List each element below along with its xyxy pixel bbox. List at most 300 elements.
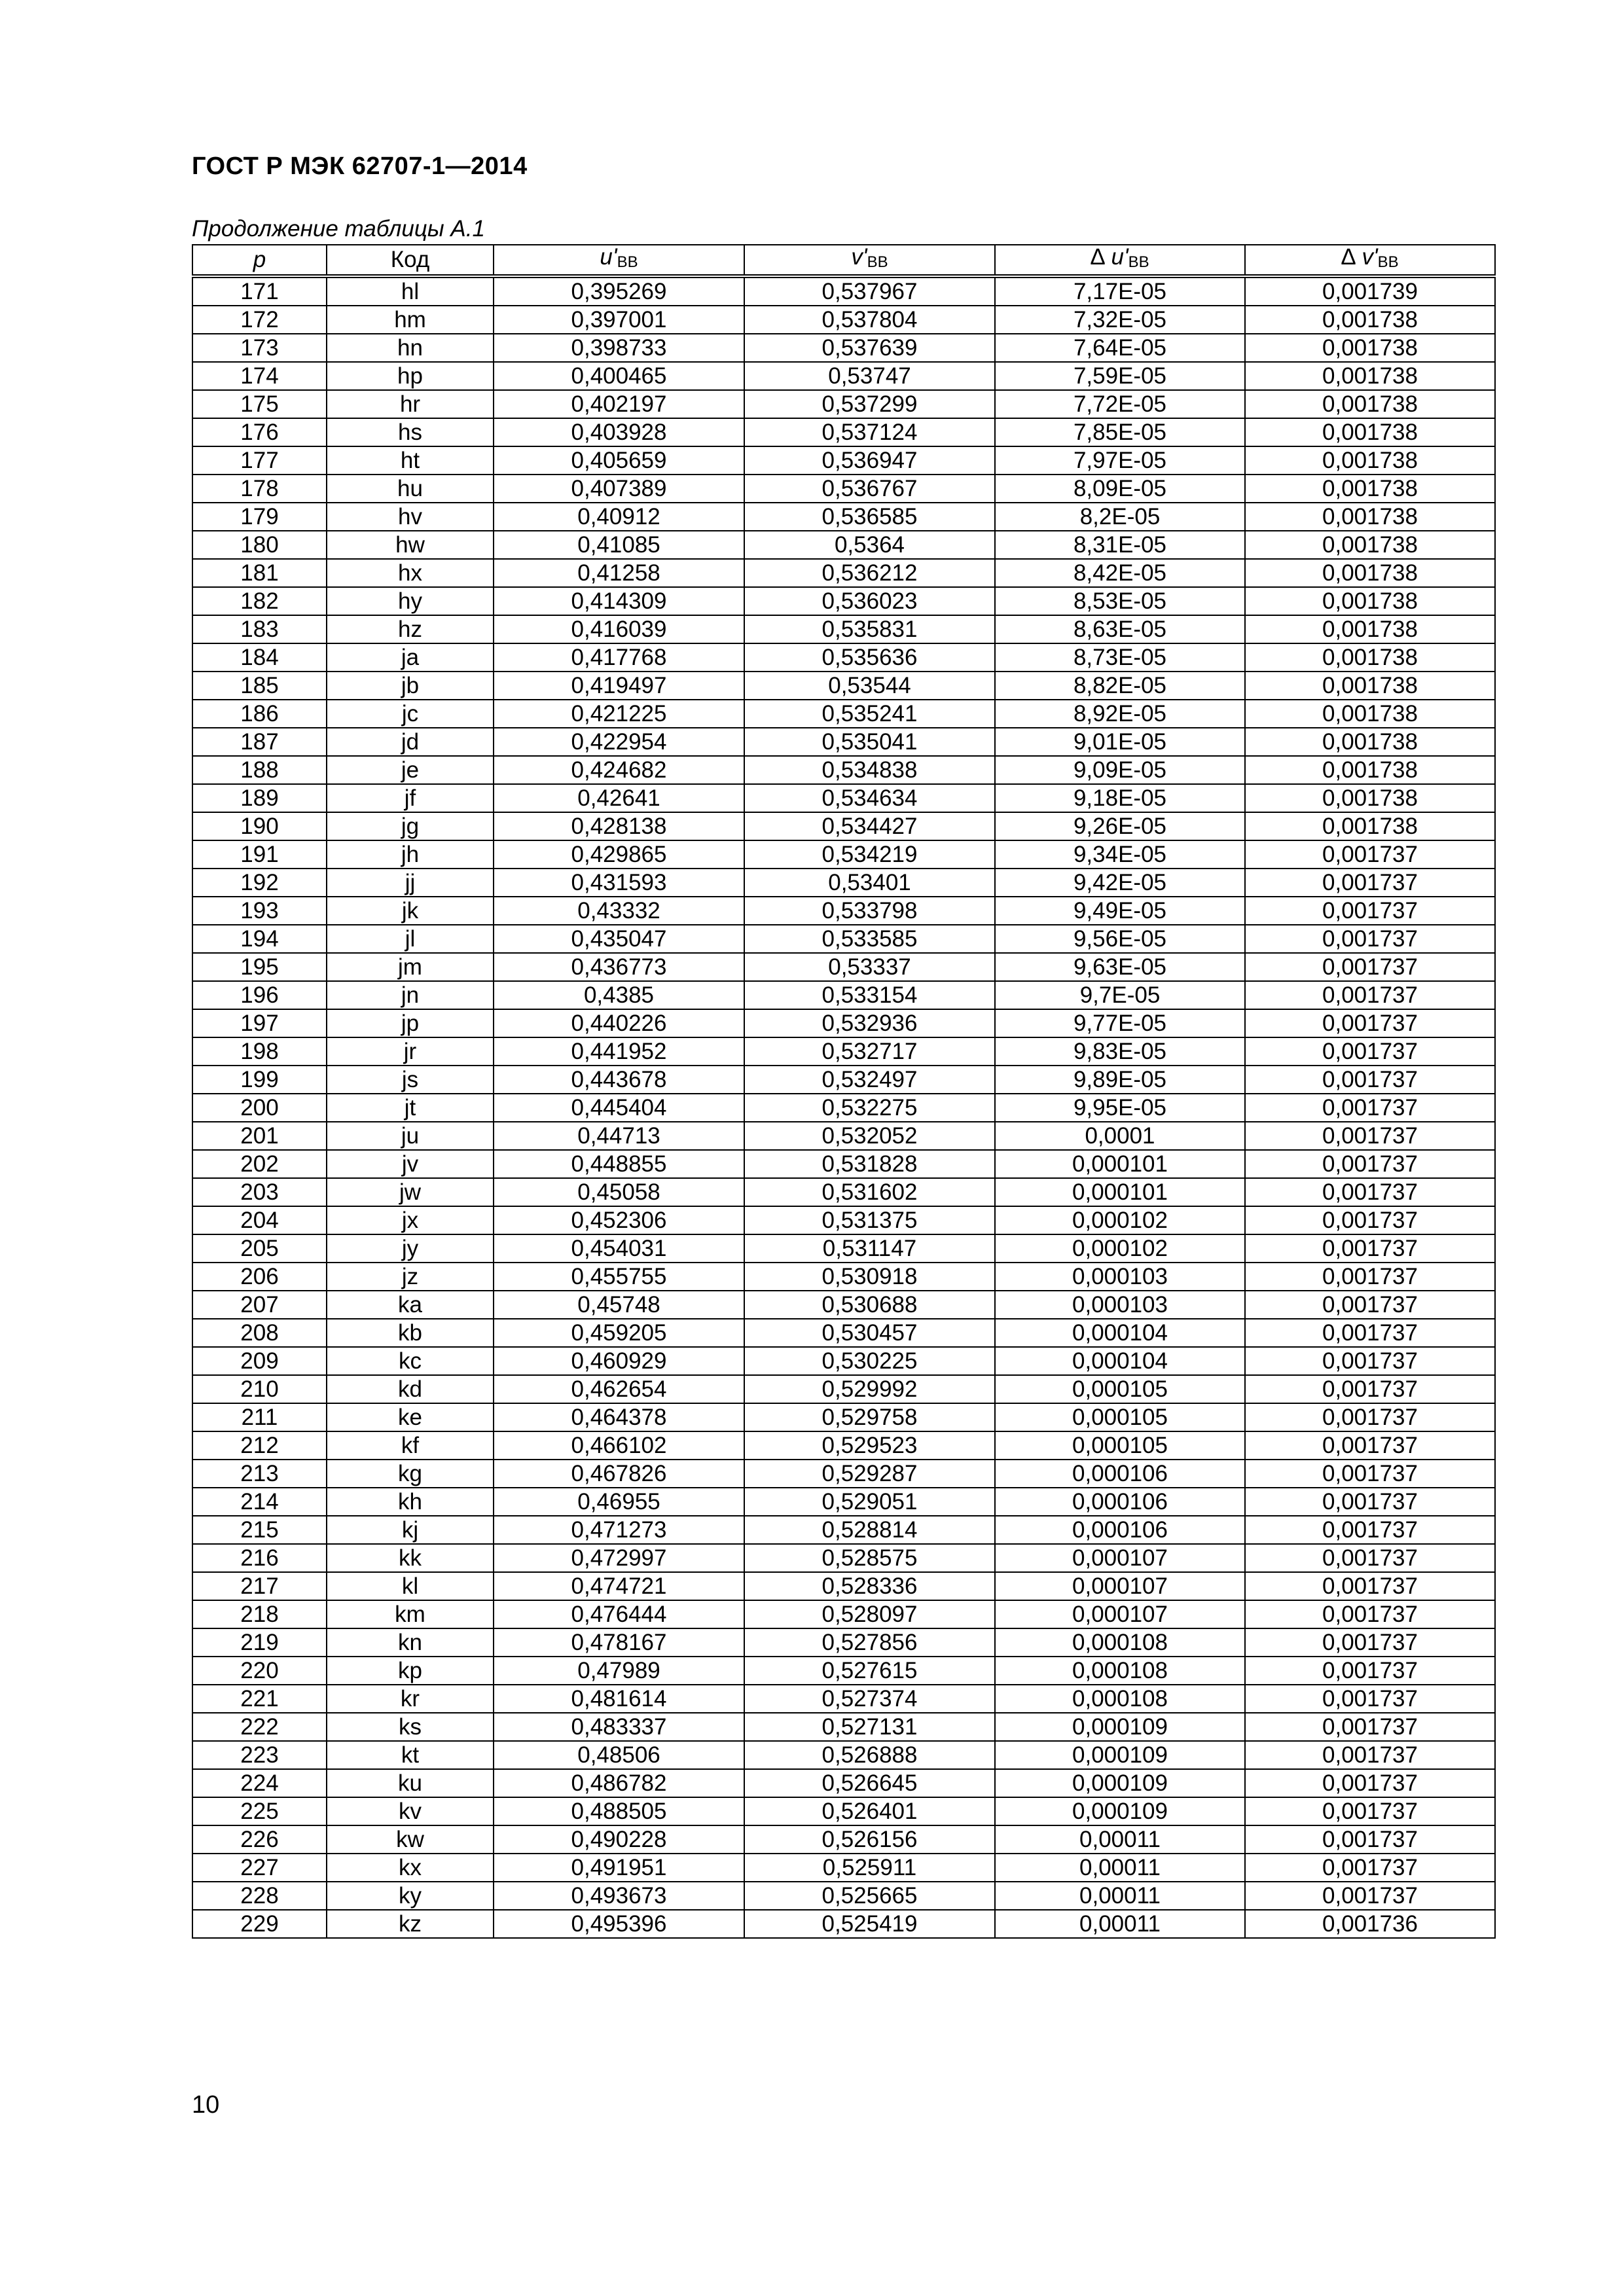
cell-p: 196 [192,981,327,1009]
cell-v: 0,535831 [744,615,995,643]
cell-code: jr [327,1037,494,1066]
cell-v: 0,53401 [744,869,995,897]
cell-delta-u: 8,63E-05 [995,615,1245,643]
cell-p: 227 [192,1854,327,1882]
table-row [192,672,1495,700]
table-header-row [192,245,1495,276]
cell-delta-v: 0,001737 [1245,1741,1495,1769]
cell-v: 0,530457 [744,1319,995,1347]
cell-code: kf [327,1431,494,1460]
cell-p: 195 [192,953,327,981]
cell-v: 0,532052 [744,1122,995,1150]
cell-u: 0,417768 [494,643,744,672]
cell-delta-u: 8,73E-05 [995,643,1245,672]
cell-p: 225 [192,1797,327,1825]
cell-p: 205 [192,1234,327,1263]
cell-p: 197 [192,1009,327,1037]
cell-code: ka [327,1291,494,1319]
cell-delta-u: 0,000102 [995,1206,1245,1234]
cell-delta-v: 0,001738 [1245,559,1495,587]
cell-delta-u: 0,0001 [995,1122,1245,1150]
cell-p: 217 [192,1572,327,1600]
cell-delta-u: 9,77E-05 [995,1009,1245,1037]
cell-u: 0,472997 [494,1544,744,1572]
cell-u: 0,481614 [494,1685,744,1713]
cell-v: 0,528097 [744,1600,995,1628]
column-header-u: $u'_{BB}$ [494,245,744,276]
table-row [192,418,1495,446]
cell-delta-u: 8,31E-05 [995,531,1245,559]
cell-delta-v: 0,001737 [1245,1431,1495,1460]
cell-p: 219 [192,1628,327,1657]
cell-p: 211 [192,1403,327,1431]
table-row [192,1741,1495,1769]
cell-code: hz [327,615,494,643]
table-row [192,1263,1495,1291]
cell-v: 0,537804 [744,306,995,334]
cell-code: hl [327,276,494,306]
cell-delta-v: 0,001739 [1245,276,1495,306]
cell-delta-v: 0,001738 [1245,615,1495,643]
cell-delta-v: 0,001737 [1245,1600,1495,1628]
cell-v: 0,530918 [744,1263,995,1291]
cell-delta-u: 9,7E-05 [995,981,1245,1009]
cell-delta-v: 0,001737 [1245,1347,1495,1375]
cell-code: kt [327,1741,494,1769]
column-header-v: $v'_{BB}$ [744,245,995,276]
table-row [192,869,1495,897]
table-row [192,306,1495,334]
cell-v: 0,534219 [744,840,995,869]
cell-v: 0,530225 [744,1347,995,1375]
cell-code: jg [327,812,494,840]
cell-code: ja [327,643,494,672]
cell-delta-v: 0,001737 [1245,1375,1495,1403]
cell-u: 0,466102 [494,1431,744,1460]
table-row [192,1544,1495,1572]
cell-delta-u: 0,000105 [995,1431,1245,1460]
cell-delta-u: 9,42E-05 [995,869,1245,897]
cell-p: 180 [192,531,327,559]
chromaticity-table [192,244,1496,1939]
cell-v: 0,529051 [744,1488,995,1516]
cell-code: hu [327,475,494,503]
cell-code: js [327,1066,494,1094]
table-caption: Продолжение таблицы А.1 [192,216,485,242]
cell-u: 0,462654 [494,1375,744,1403]
cell-delta-u: 0,000101 [995,1150,1245,1178]
cell-u: 0,490228 [494,1825,744,1854]
cell-p: 186 [192,700,327,728]
cell-v: 0,535241 [744,700,995,728]
cell-u: 0,445404 [494,1094,744,1122]
cell-delta-v: 0,001738 [1245,700,1495,728]
cell-v: 0,533585 [744,925,995,953]
cell-delta-u: 0,00011 [995,1854,1245,1882]
cell-v: 0,533154 [744,981,995,1009]
cell-delta-v: 0,001738 [1245,362,1495,390]
cell-delta-v: 0,001737 [1245,1628,1495,1657]
cell-delta-u: 9,34E-05 [995,840,1245,869]
cell-delta-v: 0,001738 [1245,446,1495,475]
cell-delta-u: 8,42E-05 [995,559,1245,587]
cell-delta-v: 0,001737 [1245,1291,1495,1319]
cell-p: 203 [192,1178,327,1206]
cell-delta-v: 0,001738 [1245,418,1495,446]
cell-p: 220 [192,1657,327,1685]
cell-delta-v: 0,001738 [1245,812,1495,840]
table-row [192,390,1495,418]
cell-u: 0,448855 [494,1150,744,1178]
table-row [192,1319,1495,1347]
cell-p: 174 [192,362,327,390]
table-row [192,1713,1495,1741]
cell-p: 221 [192,1685,327,1713]
cell-delta-v: 0,001737 [1245,1685,1495,1713]
cell-p: 178 [192,475,327,503]
cell-delta-u: 9,83E-05 [995,1037,1245,1066]
table-row [192,897,1495,925]
cell-v: 0,529992 [744,1375,995,1403]
cell-code: ky [327,1882,494,1910]
cell-u: 0,4385 [494,981,744,1009]
cell-u: 0,416039 [494,615,744,643]
cell-code: jv [327,1150,494,1178]
cell-delta-u: 0,000105 [995,1375,1245,1403]
cell-delta-u: 8,92E-05 [995,700,1245,728]
cell-delta-u: 0,000103 [995,1291,1245,1319]
cell-delta-v: 0,001737 [1245,1037,1495,1066]
cell-p: 212 [192,1431,327,1460]
cell-p: 229 [192,1910,327,1938]
cell-p: 175 [192,390,327,418]
cell-delta-u: 7,64E-05 [995,334,1245,362]
cell-delta-v: 0,001737 [1245,1488,1495,1516]
cell-delta-u: 8,82E-05 [995,672,1245,700]
cell-v: 0,532936 [744,1009,995,1037]
cell-v: 0,528814 [744,1516,995,1544]
cell-code: hn [327,334,494,362]
cell-delta-v: 0,001737 [1245,1460,1495,1488]
cell-code: kd [327,1375,494,1403]
cell-delta-u: 0,000104 [995,1347,1245,1375]
cell-v: 0,532275 [744,1094,995,1122]
cell-u: 0,495396 [494,1910,744,1938]
table-row [192,925,1495,953]
cell-v: 0,525419 [744,1910,995,1938]
cell-code: je [327,756,494,784]
cell-code: kk [327,1544,494,1572]
cell-v: 0,528575 [744,1544,995,1572]
cell-delta-v: 0,001738 [1245,587,1495,615]
table-row [192,1657,1495,1685]
cell-code: hp [327,362,494,390]
table-row [192,1150,1495,1178]
cell-p: 191 [192,840,327,869]
table-row [192,1769,1495,1797]
cell-code: hv [327,503,494,531]
table-row [192,1403,1495,1431]
cell-code: hy [327,587,494,615]
cell-u: 0,402197 [494,390,744,418]
cell-u: 0,398733 [494,334,744,362]
cell-delta-u: 9,63E-05 [995,953,1245,981]
cell-p: 182 [192,587,327,615]
cell-delta-u: 0,000102 [995,1234,1245,1263]
cell-code: hr [327,390,494,418]
cell-p: 184 [192,643,327,672]
cell-delta-u: 0,000109 [995,1797,1245,1825]
cell-delta-v: 0,001737 [1245,1657,1495,1685]
table-row [192,1375,1495,1403]
cell-delta-v: 0,001738 [1245,334,1495,362]
document-header: ГОСТ Р МЭК 62707-1—2014 [192,152,528,180]
cell-v: 0,531828 [744,1150,995,1178]
cell-delta-u: 0,000107 [995,1544,1245,1572]
cell-delta-v: 0,001737 [1245,1150,1495,1178]
table-row [192,812,1495,840]
cell-u: 0,46955 [494,1488,744,1516]
cell-u: 0,488505 [494,1797,744,1825]
cell-code: jj [327,869,494,897]
cell-p: 204 [192,1206,327,1234]
cell-u: 0,400465 [494,362,744,390]
table-row [192,728,1495,756]
cell-p: 210 [192,1375,327,1403]
column-header-p: p [192,245,327,276]
cell-v: 0,536767 [744,475,995,503]
cell-p: 199 [192,1066,327,1094]
cell-delta-u: 0,00011 [995,1825,1245,1854]
table-row [192,1882,1495,1910]
cell-p: 179 [192,503,327,531]
cell-code: kc [327,1347,494,1375]
cell-p: 198 [192,1037,327,1066]
cell-delta-u: 0,000107 [995,1572,1245,1600]
cell-delta-v: 0,001737 [1245,1516,1495,1544]
table-row [192,840,1495,869]
table-row [192,1825,1495,1854]
cell-code: kh [327,1488,494,1516]
cell-p: 177 [192,446,327,475]
cell-v: 0,530688 [744,1291,995,1319]
cell-p: 224 [192,1769,327,1797]
cell-u: 0,440226 [494,1009,744,1037]
cell-delta-v: 0,001738 [1245,784,1495,812]
cell-delta-u: 0,000107 [995,1600,1245,1628]
cell-p: 206 [192,1263,327,1291]
cell-delta-v: 0,001737 [1245,1769,1495,1797]
cell-code: jh [327,840,494,869]
cell-p: 193 [192,897,327,925]
cell-v: 0,529523 [744,1431,995,1460]
cell-p: 200 [192,1094,327,1122]
cell-u: 0,45058 [494,1178,744,1206]
cell-delta-v: 0,001737 [1245,1263,1495,1291]
cell-code: ht [327,446,494,475]
cell-p: 222 [192,1713,327,1741]
cell-code: jn [327,981,494,1009]
cell-p: 181 [192,559,327,587]
cell-delta-v: 0,001738 [1245,390,1495,418]
cell-p: 223 [192,1741,327,1769]
cell-delta-v: 0,001737 [1245,897,1495,925]
cell-p: 173 [192,334,327,362]
cell-u: 0,43332 [494,897,744,925]
table-row [192,475,1495,503]
cell-code: hs [327,418,494,446]
column-header-delta-u: ∆ $u'_{BB}$ [995,245,1245,276]
cell-u: 0,460929 [494,1347,744,1375]
cell-code: jl [327,925,494,953]
cell-u: 0,455755 [494,1263,744,1291]
cell-u: 0,403928 [494,418,744,446]
cell-code: jx [327,1206,494,1234]
column-header-code: Код [327,245,494,276]
cell-delta-v: 0,001738 [1245,306,1495,334]
cell-code: jy [327,1234,494,1263]
cell-delta-v: 0,001737 [1245,1066,1495,1094]
cell-delta-v: 0,001737 [1245,1234,1495,1263]
cell-u: 0,491951 [494,1854,744,1882]
table-row [192,1628,1495,1657]
cell-v: 0,526401 [744,1797,995,1825]
cell-delta-u: 0,000106 [995,1488,1245,1516]
cell-p: 226 [192,1825,327,1854]
cell-delta-u: 9,49E-05 [995,897,1245,925]
cell-code: ke [327,1403,494,1431]
cell-delta-u: 0,000109 [995,1741,1245,1769]
cell-delta-u: 7,17E-05 [995,276,1245,306]
page-number: 10 [192,2091,220,2119]
cell-p: 172 [192,306,327,334]
cell-delta-u: 0,000109 [995,1769,1245,1797]
cell-delta-u: 0,000105 [995,1403,1245,1431]
cell-delta-u: 7,85E-05 [995,418,1245,446]
cell-delta-u: 7,97E-05 [995,446,1245,475]
cell-delta-u: 9,26E-05 [995,812,1245,840]
table-row [192,1234,1495,1263]
cell-delta-u: 0,000104 [995,1319,1245,1347]
table-row [192,700,1495,728]
cell-p: 208 [192,1319,327,1347]
cell-v: 0,528336 [744,1572,995,1600]
cell-code: jm [327,953,494,981]
table-row [192,1178,1495,1206]
cell-code: hw [327,531,494,559]
cell-v: 0,535636 [744,643,995,672]
cell-p: 214 [192,1488,327,1516]
table-row [192,1122,1495,1150]
cell-p: 218 [192,1600,327,1628]
cell-delta-v: 0,001737 [1245,1797,1495,1825]
table-row [192,276,1495,306]
cell-u: 0,436773 [494,953,744,981]
cell-v: 0,527856 [744,1628,995,1657]
cell-delta-v: 0,001738 [1245,503,1495,531]
cell-p: 209 [192,1347,327,1375]
table-row [192,1516,1495,1544]
cell-u: 0,435047 [494,925,744,953]
cell-v: 0,531375 [744,1206,995,1234]
cell-v: 0,535041 [744,728,995,756]
table-row [192,1572,1495,1600]
table-body [192,276,1495,1938]
cell-p: 176 [192,418,327,446]
cell-v: 0,534838 [744,756,995,784]
cell-code: kw [327,1825,494,1854]
cell-v: 0,531147 [744,1234,995,1263]
table-row [192,784,1495,812]
cell-v: 0,529287 [744,1460,995,1488]
cell-p: 194 [192,925,327,953]
cell-delta-u: 0,000101 [995,1178,1245,1206]
cell-delta-u: 8,2E-05 [995,503,1245,531]
column-header-delta-v: ∆ $v'_{BB}$ [1245,245,1495,276]
cell-delta-v: 0,001737 [1245,1009,1495,1037]
cell-u: 0,464378 [494,1403,744,1431]
cell-u: 0,431593 [494,869,744,897]
cell-delta-v: 0,001737 [1245,1854,1495,1882]
cell-code: kg [327,1460,494,1488]
cell-u: 0,467826 [494,1460,744,1488]
cell-p: 215 [192,1516,327,1544]
table-row [192,1797,1495,1825]
table-row [192,615,1495,643]
cell-delta-u: 9,89E-05 [995,1066,1245,1094]
cell-p: 187 [192,728,327,756]
cell-delta-u: 0,000108 [995,1657,1245,1685]
cell-u: 0,441952 [494,1037,744,1066]
cell-delta-v: 0,001738 [1245,475,1495,503]
cell-p: 188 [192,756,327,784]
cell-code: kz [327,1910,494,1938]
cell-delta-v: 0,001738 [1245,756,1495,784]
cell-v: 0,532717 [744,1037,995,1066]
cell-delta-u: 9,56E-05 [995,925,1245,953]
cell-v: 0,533798 [744,897,995,925]
cell-u: 0,407389 [494,475,744,503]
cell-p: 207 [192,1291,327,1319]
cell-v: 0,53544 [744,672,995,700]
cell-v: 0,527131 [744,1713,995,1741]
cell-v: 0,537967 [744,276,995,306]
table-row [192,1431,1495,1460]
table-row [192,643,1495,672]
cell-u: 0,422954 [494,728,744,756]
cell-v: 0,527374 [744,1685,995,1713]
cell-u: 0,44713 [494,1122,744,1150]
cell-v: 0,526645 [744,1769,995,1797]
cell-u: 0,428138 [494,812,744,840]
cell-delta-u: 0,000108 [995,1628,1245,1657]
cell-u: 0,45748 [494,1291,744,1319]
cell-delta-v: 0,001738 [1245,728,1495,756]
cell-u: 0,397001 [494,306,744,334]
table-row [192,953,1495,981]
cell-u: 0,459205 [494,1319,744,1347]
table-row [192,1066,1495,1094]
cell-code: ku [327,1769,494,1797]
cell-delta-u: 7,72E-05 [995,390,1245,418]
cell-delta-u: 0,00011 [995,1882,1245,1910]
cell-u: 0,486782 [494,1769,744,1797]
cell-u: 0,478167 [494,1628,744,1657]
cell-code: jb [327,672,494,700]
cell-p: 213 [192,1460,327,1488]
cell-v: 0,537299 [744,390,995,418]
cell-code: kl [327,1572,494,1600]
